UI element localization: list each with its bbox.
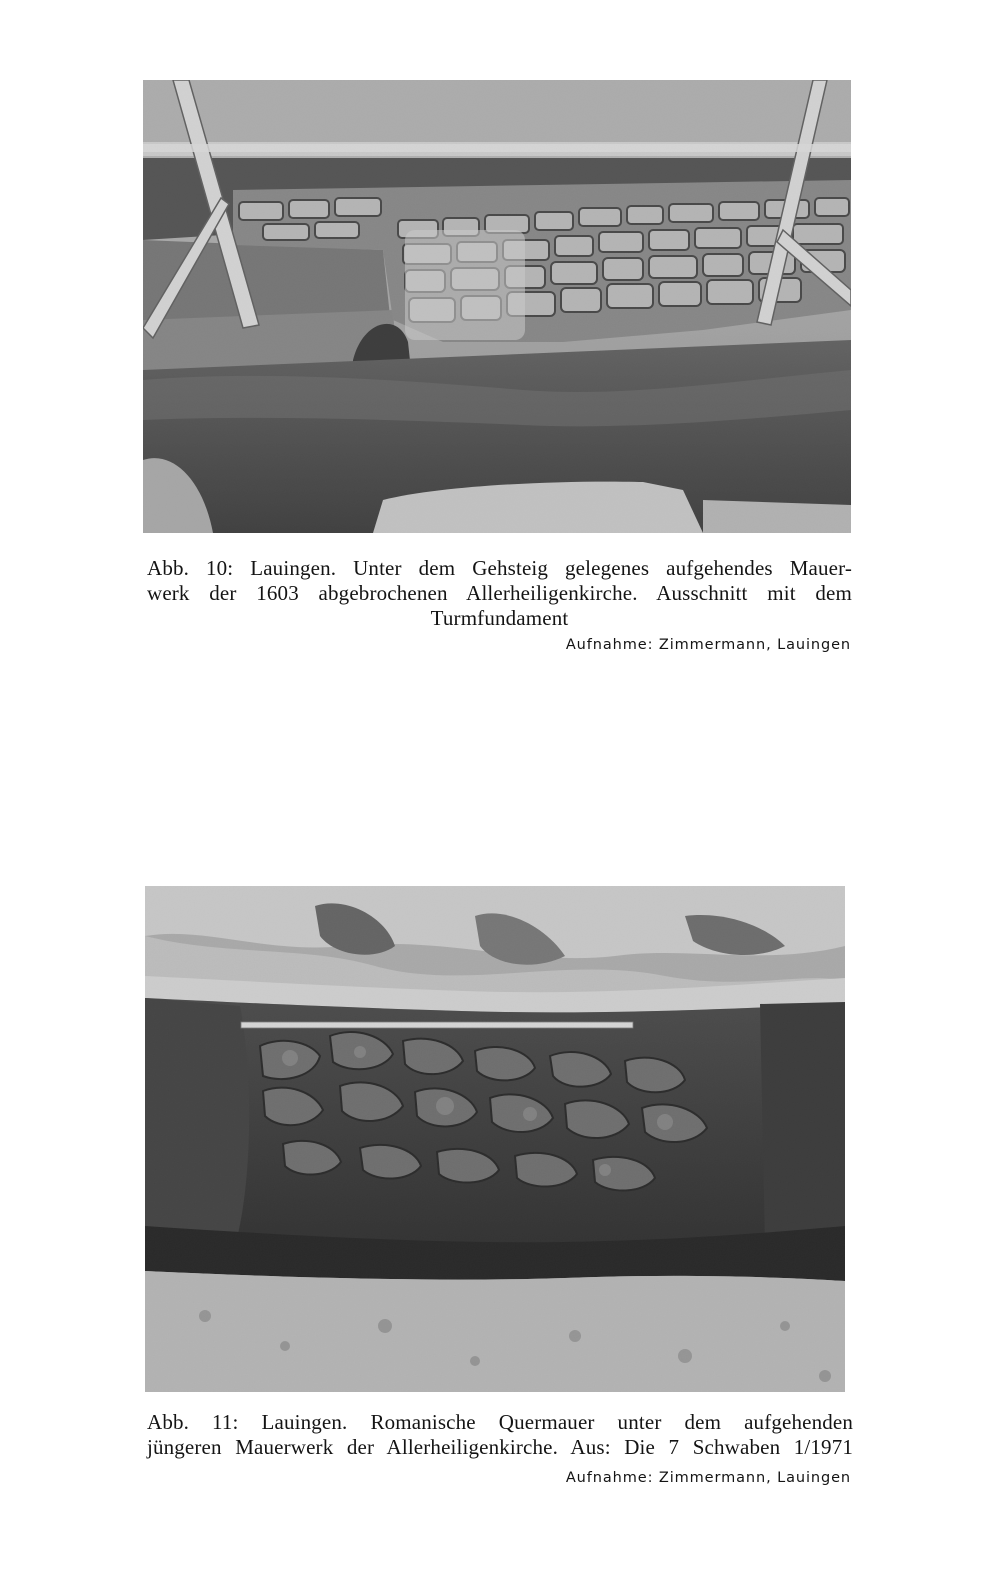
figure-10-photo [143,80,851,533]
figure-11-photo [145,886,845,1392]
figure-10-photo-credit: Aufnahme: Zimmermann, Lauingen [565,637,851,653]
caption-line: Abb. 11: Lauingen. Romanische Quermauer unter dem aufgehenden [147,1410,853,1434]
caption-line: Turmfundament [430,606,569,630]
figure-11-caption [147,1410,853,1460]
romanesque-wall-photo [145,886,845,1392]
caption-line: werk der 1603 abgebrochenen Allerheiligenkirche. Ausschnitt mit dem [147,581,852,605]
excavation-wall-photo [143,80,851,533]
figure-11-photo-credit: Aufnahme: Zimmermann, Lauingen [565,1470,851,1486]
caption-line: jüngeren Mauerwerk der Allerheiligenkirche. Aus: Die 7 Schwaben 1/1971 [147,1435,853,1459]
figure-10-caption [147,556,852,631]
caption-line: Abb. 10: Lauingen. Unter dem Gehsteig gelegenes aufgehendes Mauer- [147,556,852,580]
